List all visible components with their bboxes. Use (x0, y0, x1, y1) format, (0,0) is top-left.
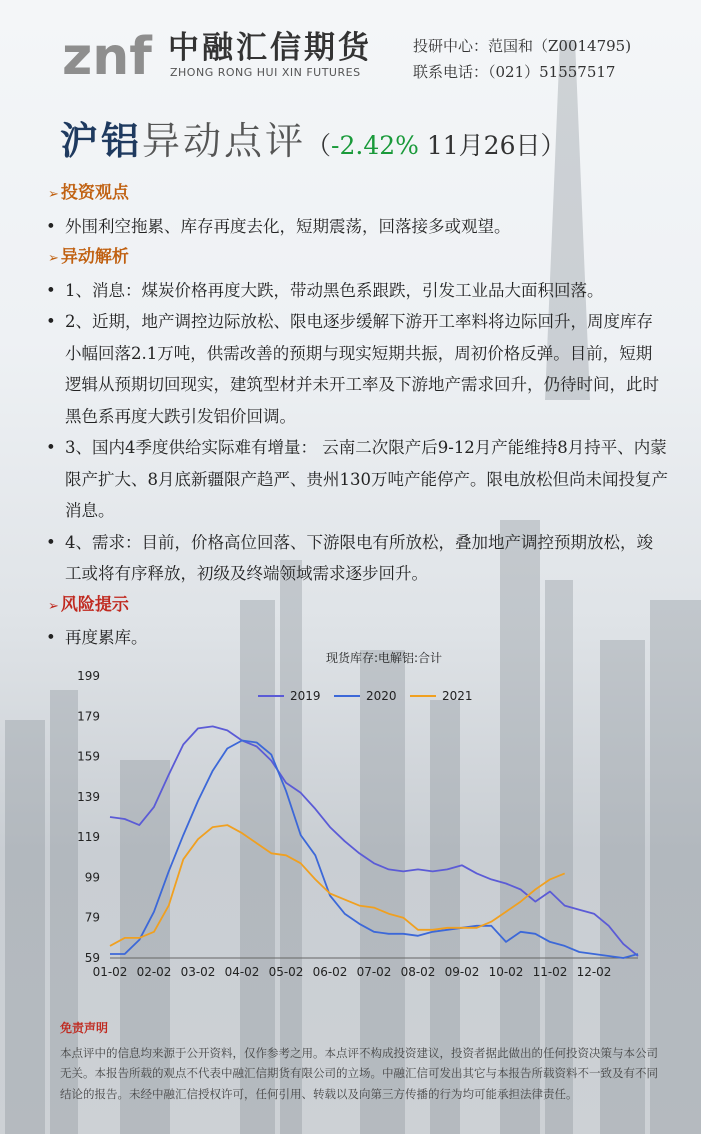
y-tick-label: 139 (77, 789, 100, 804)
chart-title: 现货库存:电解铝:合计 (325, 651, 443, 665)
company-name-cn: 中融汇信期货 (168, 30, 372, 66)
section-head-view: ➢ 投资观点 (48, 183, 129, 203)
legend-label-2021: 2021 (442, 689, 473, 703)
section-head-risk: ➢ 风险提示 (48, 594, 129, 615)
contact-block (413, 33, 631, 85)
y-tick-label: 199 (77, 669, 100, 683)
chart-svg (30, 640, 650, 990)
x-tick-label: 07-02 (356, 965, 392, 979)
y-tick-label: 159 (77, 749, 100, 764)
section-head-analysis: ➢ 异动解析 (48, 247, 129, 267)
company-name-en: ZHONG RONG HUI XIN FUTURES (170, 66, 361, 79)
disclaimer-title: 免责声明 (60, 1021, 109, 1035)
report-body (48, 178, 668, 654)
list-item: • 4、需求：目前，价格高位回落、下游限电有所放松，叠加地产调控预期放松，竣工或将有序释放，初级及终端领域需求逐步回升。 (46, 532, 653, 583)
x-tick-label: 08-02 (400, 965, 436, 979)
title-paren-close: ） (540, 131, 566, 160)
arrow-icon: ➢ (48, 187, 59, 202)
series-line-2019 (110, 726, 638, 956)
y-tick-label: 179 (77, 709, 100, 724)
series-line-2020 (110, 741, 638, 959)
arrow-icon: ➢ (48, 251, 59, 266)
legend-label-2019: 2019 (290, 689, 321, 703)
x-tick-label: 09-02 (444, 965, 480, 979)
legend-label-2020: 2020 (366, 689, 397, 703)
y-tick-label: 59 (84, 951, 100, 965)
series-line-2021 (110, 825, 565, 946)
report-title (60, 110, 566, 165)
title-main-a: 沪铝 (60, 118, 143, 163)
y-tick-label: 99 (84, 870, 100, 885)
list-item: • 3、国内4季度供给实际难有增量： 云南二次限产后9-12月产能维持8月持平、内蒙限产扩大、8月底新疆限产趋严、贵州130万吨产能停产。限电放松但尚未闻投复产消息。 (46, 438, 668, 520)
x-tick-label: 12-02 (576, 965, 612, 979)
x-tick-label: 01-02 (92, 965, 128, 979)
inventory-chart (30, 640, 650, 990)
company-logo-mark (60, 14, 160, 80)
title-main (60, 118, 306, 163)
y-tick-label: 119 (77, 830, 100, 845)
list-item: • 2、近期，地产调控边际放松、限电逐步缓解下游开工率料将边际回升，周度库存小幅回落2.1万吨，供需改善的预期与现实短期共振，周初价格反弹。目前，短期逻辑从预期切回现实，建筑型材并未开工率及下游地产需求回升，仍待时间，此时黑色系再度大跌引发铝价回调。 (46, 312, 659, 426)
x-tick-label: 02-02 (136, 965, 172, 979)
y-tick-label: 79 (84, 910, 100, 925)
disclaimer (60, 1018, 660, 1104)
title-paren-open: （ (306, 131, 332, 160)
list-item: • 1、消息：煤炭价格再度大跌，带动黑色系跟跌，引发工业品大面积回落。 (46, 280, 604, 300)
x-tick-label: 11-02 (532, 965, 568, 979)
x-tick-label: 03-02 (180, 965, 216, 979)
title-main-b: 异动点评 (142, 119, 307, 163)
list-item: • 外围利空拖累、库存再度去化，短期震荡，回落接多或观望。 (46, 216, 511, 236)
report-date: 11月26日 (418, 131, 541, 160)
analyst-line: 投研中心：范国和（Z0014795) (413, 37, 632, 55)
x-tick-label: 04-02 (224, 965, 260, 979)
x-tick-label: 06-02 (312, 965, 348, 979)
report-header (0, 0, 701, 100)
phone-line: 联系电话：（021）51557517 (413, 63, 616, 81)
arrow-icon: ➢ (48, 598, 59, 614)
x-tick-label: 10-02 (488, 965, 524, 979)
x-tick-label: 05-02 (268, 965, 304, 979)
title-subtitle (306, 131, 565, 160)
list-item: • 再度累库。 (46, 628, 148, 647)
disclaimer-text: 本点评中的信息均来源于公开资料，仅作参考之用。本点评不构成投资建议，投资者据此做出的任何投资决策与本公司无关。本报告所载的观点不代表中融汇信期货有限公司的立场。中融汇信可发出其它与本报告所载资料不一致及有不同结论的报告。未经中融汇信授权许可，任何引用、转载以及向第三方传播的行为均可能承担法律责任。 (60, 1045, 658, 1101)
logo-mark-letters: znf (62, 27, 152, 80)
price-change-pct: -2.42% (331, 131, 419, 160)
